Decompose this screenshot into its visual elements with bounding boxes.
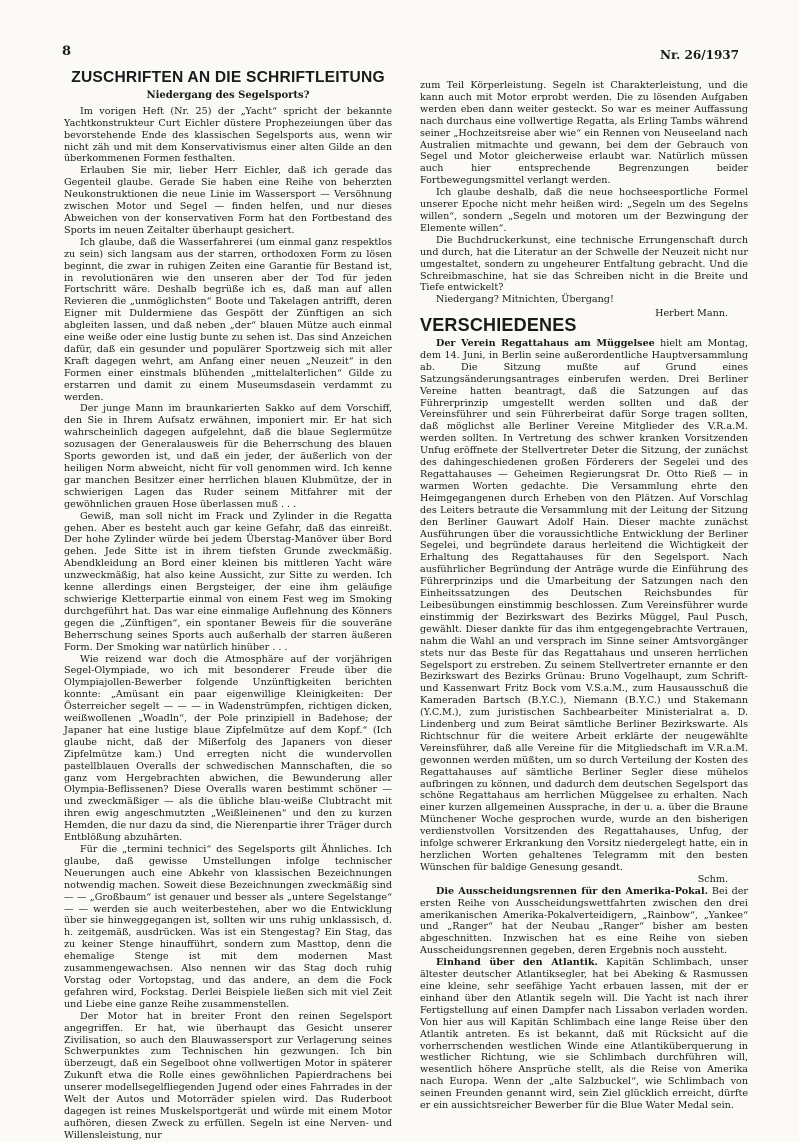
paragraph: Gewiß, man soll nicht im Frack und Zylinder in die Regatta gehen. Aber es besteht auch gar keine Gefahr, daß das einreißt. Der hohe Zylinder würde bei jedem Überstag-Manöver über Bord gehen. Jede Sitte ist in ihrem tiefsten Grunde zweckmäßig. Abendkleidung an Bord einer kleinen bis mittleren Yacht wäre unzweckmäßig, hat also keine Aussicht, zur Sitte zu werden. Ich kenne allerdings einen Bergsteiger, der eine ihm geläufige schwierige Kletterpartie einmal von einem Fest weg im Smoking durchgeführt hat. Das war eine einmalige Auflehnung des Könners gegen die „Zünftigen“, ein spontaner Beweis für die souveräne Beherrschung seines Sports auch außerhalb der starren äußeren Form. Der Smoking war natürlich hinüber . . .	[64, 510, 392, 653]
section-title-zuschriften: ZUSCHRIFTEN AN DIE SCHRIFTLEITUNG	[71, 69, 385, 86]
right-column	[420, 80, 748, 1112]
news-item-amerika-pokal	[420, 886, 748, 957]
section-title-verschiedenes: VERSCHIEDENES	[420, 315, 577, 336]
news-item-regattahaus	[420, 338, 748, 874]
paragraph: Niedergang? Mitnichten, Übergang!	[436, 294, 614, 306]
paragraph: Ich glaube, daß die Wasserfahrerei (um einmal ganz respektlos zu sein) sich langsam aus der starren, orthodoxen Form zu lösen beginnt, die zwar in ruhigen Zeiten eine Garantie für Bestand ist, in revolutionären wie den unseren aber der Tod für jeden Fortschritt wäre. Deshalb begrüße ich es, daß man auf allen Revieren die „unmöglichsten“ Boote und Takelagen antrifft, deren Eigner mit Duldermiene das Gespött der Zünftigen an sich abgleiten lassen, und daß neben „der“ blauen Mütze auch einmal eine weiße oder eine lustig bunte zu sehen ist. Das sind Anzeichen dafür, daß ein gesunder und populärer Sportzweig sich mit aller Kraft dagegen wehrt, am Anfang einer neuen „Neuzeit“ in den Formen einer einstmals blühenden „mittelalterlichen“ Gilde zu erstarren und damit zu einem Museumsdasein verdammt zu werden.	[64, 236, 392, 403]
news-body: Bei der ersten Reihe von Ausscheidungswettfahrten zwischen den drei amerikanischen Amerika-Pokalverteidigern, „Rainbow“, „Yankee“ und „Ranger“ hat der Neubau „Ranger“ bisher am besten abgeschnitten. Inzwischen hat es eine Reihe von sieben Ausscheidungsrennen gegeben, deren Ergebnis noch aussteht.	[420, 885, 748, 957]
news-signature: Schm.	[697, 873, 728, 885]
paragraph: Im vorigen Heft (Nr. 25) der „Yacht“ spricht der bekannte Yachtkonstrukteur Curt Eichler düstere Prophezeiungen über das bevorstehende Ende des klassischen Segelsports aus, wenn wir nicht zäh und mit dem Konservativismus einer alten Gilde an den überkommenen Formen festhalten.	[64, 105, 392, 165]
paragraph: Für die „termini technici“ des Segelsports gilt Ähnliches. Ich glaube, daß gewisse Umstellungen infolge technischer Neuerungen auch eine Abkehr von klassischen Bezeichnungen notwendig machen. Soweit diese Bezeichnungen zweckmäßig sind — — „Großbaum“ ist genauer und besser als „untere Segelstange“ — — werden sie auch weiterbestehen, aber wo die Entwicklung über sie hinweggegangen ist, sollten wir uns ruhig unklassisch, d. h. zeitgemäß, ausdrücken. Was ist ein Stengestag? Ein Stag, das zu keiner Stenge hinaufführt, sondern zum Masttop, denn die ehemalige Stenge ist mit dem modernen Mast zusammengewachsen. Also nennen wir das Stag doch ruhig Vorstag oder Vortopstag, und das andere, an dem die Fock gefahren wird, Fockstag. Derlei Beispiele ließen sich mit viel Zeit und Liebe eine ganze Reihe zusammenstellen.	[64, 844, 392, 1010]
article-subtitle: Niedergang des Segelsports?	[146, 89, 310, 101]
paragraph: Der junge Mann im braunkarierten Sakko auf dem Vorschiff, den Sie in Ihrem Aufsatz erwähnen, imponiert mir. Er hat sich wahrscheinlich dagegen aufgelehnt, daß die blaue Seglermütze sozusagen der Generalausweis für die Beherrschung des blauen Sports geworden ist, und daß ein jeder, der äußerlich von der heiligen Norm abweicht, nicht für voll genommen wird. Ich kenne gar manchen Besitzer einer herrlichen blauen Klubmütze, der in schwierigen Lagen das Ruder seinem Mitfahrer mit der gewöhnlichen grauen Hose überlassen muß . . .	[64, 403, 392, 510]
paragraph: Wie reizend war doch die Atmosphäre auf der vorjährigen Segel-Olympiade, wo ich mit besonderer Freude über die Olympiajollen-Bewerber folgende Unzünftigkeiten berichten konnte: „Amüsant ein paar eigenwillige Kleinigkeiten: Der Österreicher segelt — — — in Wadenstrümpfen, richtigen dicken, weißwollenen „Woadln“, der Pole prinzipiell in Badehose; der Japaner hat eine lustige blaue Zipfelmütze auf dem Kopf.“ (Ich glaube nicht, daß der Mißerfolg des Japaners von dieser Zipfelmütze kam.) Und erregten nicht die wundervollen pastellblauen Overalls der schwedischen Mannschaften, die so ganz vom Hergebrachten abwichen, die Bewunderung aller Olympia-Beflissenen? Diese Overalls waren bestimmt schöner — und zweckmäßiger — als die übliche blau-weiße Clubtracht mit ihren ewig angeschmutzten „Weißleinenen“ und den zu kurzen Hemden, die nur dazu da sind, die Nierenpartie ihrer Träger durch Entblößung abzuhärten.	[64, 653, 393, 844]
news-body: hielt am Montag, dem 14. Juni, in Berlin seine außerordentliche Hauptversammlung ab. Die Sitzung mußte auf Grund eines Satzungsänderungsantrages einberufen werden. Drei Berliner Vereine hatten beantragt, daß die Satzungen auf das Führerprinzip umgestellt werden sollten und daß der Vereinsführer und sein Führerbeirat dafür Sorge tragen sollten, daß möglichst alle Berliner Vereine Mitglieder des V.R.a.M. werden sollten. In Vertretung des schwer kranken Vorsitzenden Unfug eröffnete der Stellvertreter Deter die Sitzung, der zunächst des dahingeschiedenen großen Förderers der Segelei und des Regattahauses — Geheimen Regierungsrat Dr. Otto Rieß — in warmen Worten gedachte. Die Versammlung ehrte den Heimgegangenen durch Erheben von den Plätzen. Auf Vorschlag des Leiters betraute die Versammlung mit der Leitung der Sitzung den Berliner Gauwart Adolf Hain. Dieser machte zunächst Ausführungen über die voraussichtliche Entwicklung der Berliner Segelei, und begründete daraus herleitend die Wichtigkeit der Erhaltung des Regattahauses für den Segelsport. Nach ausführlicher Begründung der Anträge wurde die Einführung des Führerprinzips und die Umarbeitung der Satzungen nach den Einheitssatzungen des Deutschen Reichsbundes für Leibesübungen einstimmig beschlossen. Zum Vereinsführer wurde einstimmig der Bezirkswart des Bezirks Müggel, Paul Pusch, gewählt. Dieser dankte für das ihm entgegengebrachte Vertrauen, nahm die Wahl an und versprach im Sinne seiner Amtsvorgänger stets nur das Beste für das Regattahaus und unseren herrlichen Segelsport zu erstreben. Zu seinem Stellvertreter ernannte er den Bezirkswart des Bezirks Grünau: Bruno Vogelhaupt, zum Schrift- und Kassenwart Fritz Bock vom V.S.a.M., zum Hausausschuß die Kameraden Bartsch (B.Y.C.), Niemann (B.Y.C.) und Stakemann (Y.C.M.), zum juristischen Sachbearbeiter Ministerialrat a. D. Lindenberg und zum Beirat sämtliche Berliner Bezirkswarte. Als Richtschnur für die weitere Arbeit erklärte der neugewählte Vereinsführer, daß alle Vereine für die Mitgliedschaft im V.R.a.M. gewonnen werden müßten, um so durch Verteilung der Kosten des Regattahauses auf sämtliche Berliner Segler diese mühelos aufbringen zu können, und dadurch dem deutschen Segelsport das schöne Regattahaus am herrlichen Müggelsee zu erhalten. Nach einer kurzen allgemeinen Aussprache, in der u. a. über die Braune Münchener Woche gesprochen wurde, wurde an den bisherigen verdienstvollen Vorsitzenden des Regattahauses, Unfug, der infolge schwerer Erkrankung den Vorsitz niedergelegt hatte, ein in herzlichen Worten gehaltenes Telegramm mit den besten Wünschen für baldige Genesung gesandt.	[420, 338, 748, 873]
page-number: 8	[62, 44, 72, 59]
paragraph: Erlauben Sie mir, lieber Herr Eichler, daß ich gerade das Gegenteil glaube. Gerade Sie haben eine Reihe von beherzten Neukonstruktionen die neue Linie im Wassersport — Versöhnung zwischen Motor und Segel — finden helfen, und nur dieses Abweichen von der konservativen Form hat den Fortbestand des Sports im neuen Zeitalter überhaupt gesichert.	[64, 165, 392, 236]
news-lead: Einhand über den Atlantik.	[436, 957, 598, 969]
news-lead: Der Verein Regattahaus am Müggelsee	[436, 338, 655, 350]
paragraph: Ich glaube deshalb, daß die neue hochseesportliche Formel unserer Epoche nicht mehr heißen wird: „Segeln um des Segelns willen“, sondern „Segeln und motoren um der Bezwingung der Elemente willen“.	[420, 187, 748, 234]
news-lead: Die Ausscheidungsrennen für den Amerika-Pokal.	[436, 885, 708, 897]
news-item-einhand	[420, 957, 748, 1112]
page-header	[62, 44, 739, 64]
author-signature: Herbert Mann.	[655, 308, 728, 320]
paragraph: zum Teil Körperleistung. Segeln ist Charakterleistung, und die kann auch mit Motor erprobt werden. Die zu lösenden Aufgaben werden eben dann weiter gesteckt. So war es meiner Auffassung nach durchaus eine vollwertige Regatta, als Erling Tambs während seiner „Hochzeitsreise aber wie“ ein Rennen von Neuseeland nach Australien mitmachte und gewann, bei dem der Gebrauch von Segel und Motor gleicherweise erlaubt war. Natürlich müssen auch hier entsprechende Begrenzungen beider Fortbewegungsmittel verlangt werden.	[420, 80, 748, 187]
left-column	[64, 69, 393, 1142]
paragraph: Der Motor hat in breiter Front den reinen Segelsport angegriffen. Er hat, wie überhaupt das Gesicht unserer Zivilisation, so auch den Blauwassersport zur Verlagerung seines Schwerpunktes zum Technischen hin gezwungen. Ich bin überzeugt, daß ein Segelboot ohne vollwertigen Motor in späterer Zukunft etwa die Rolle eines gewöhnlichen Papierdrachens bei unserer modellsegelfliegenden Jugend oder eines Fahrrades in der Welt der Autos und Motorräder spielen wird. Das Ruderboot dagegen ist reines Muskelsportgerät und würde mit einem Motor aufhören, diesen Zweck zu erfüllen. Segeln ist eine Nerven- und Willensleistung, nur	[64, 1010, 392, 1141]
news-body: Kapitän Schlimbach, unser ältester deutscher Atlantiksegler, hat bei Abeking & Rasmussen eine kleine, sehr seefähige Yacht erbauen lassen, mit der er einhand über den Atlantik segeln will. Die Yacht ist nach ihrer Fertigstellung auf einen Dampfer nach Lissabon verladen worden. Von hier aus will Kapitän Schlimbach eine lange Reise über den Atlantik antreten. Es ist bekannt, daß mit Rücksicht auf die vorherrschenden westlichen Winde eine Atlantiküberquerung in westlicher Richtung, wie sie Schlimbach durchführen will, wesentlich höhere Ansprüche stellt, als die Reise von Amerika nach Europa. Wenn der „alte Salzbuckel“, wie Schlimbach von seinen Freunden genannt wird, sein Ziel glücklich erreicht, dürfte er ein aussichtsreicher Bewerber für die Blue Water Medal sein.	[420, 957, 748, 1112]
paragraph: Die Buchdruckerkunst, eine technische Errungenschaft durch und durch, hat die Literatur an der Schwelle der Neuzeit nicht nur umgestaltet, sondern zu ungeheurer Entfaltung gebracht. Und die Schreibmaschine, hat sie das Schreiben nicht in die Breite und Tiefe entwickelt?	[420, 234, 748, 294]
issue-number: Nr. 26/1937	[659, 48, 739, 62]
